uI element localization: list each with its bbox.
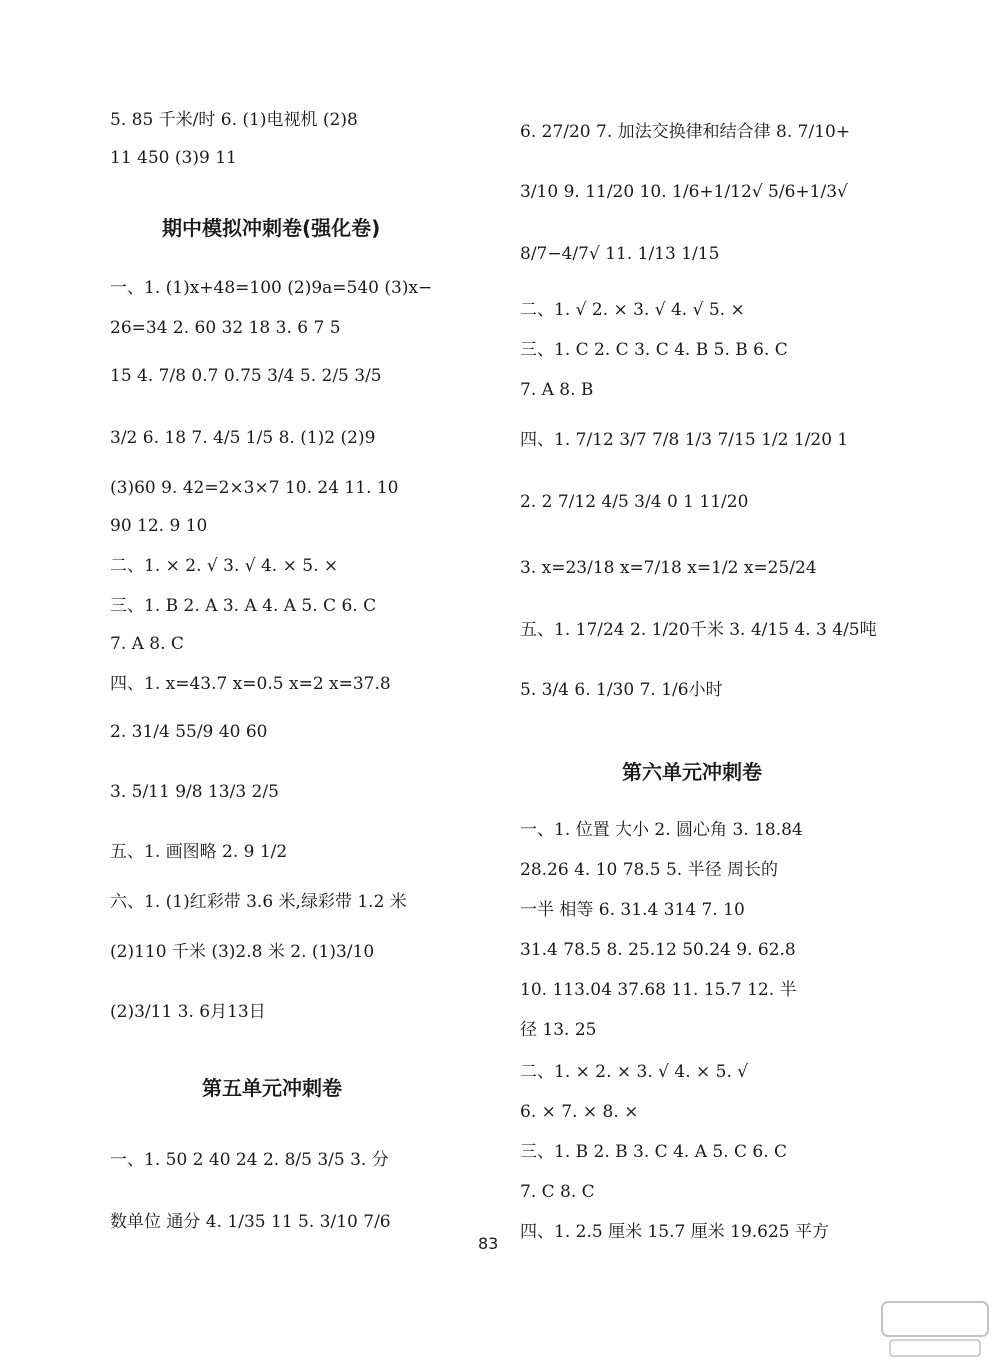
answer-line: 六、1. (1)红彩带 3.6 米,绿彩带 1.2 米 [110,892,407,912]
answer-line: 四、1. 7/12 3/7 7/8 1/3 7/15 1/2 1/20 1 [520,430,849,450]
answer-line: 3. x=23/18 x=7/18 x=1/2 x=25/24 [520,558,817,578]
answer-line: 四、1. x=43.7 x=0.5 x=2 x=37.8 [110,674,391,694]
answer-line: 26=34 2. 60 32 18 3. 6 7 5 [110,318,341,338]
answer-line: 15 4. 7/8 0.7 0.75 3/4 5. 2/5 3/5 [110,366,382,386]
answer-line: (2)3/11 3. 6月13日 [110,1002,266,1022]
answer-line: 28.26 4. 10 78.5 5. 半径 周长的 [520,860,779,880]
answer-line: 一、1. 50 2 40 24 2. 8/5 3/5 3. 分 [110,1150,389,1170]
answer-line: 一、1. (1)x+48=100 (2)9a=540 (3)x− [110,278,433,298]
answer-line: 6. × 7. × 8. × [520,1102,639,1122]
answer-line: 径 13. 25 [520,1020,597,1040]
answer-line: 7. A 8. C [110,634,184,654]
answer-line: 五、1. 17/24 2. 1/20千米 3. 4/15 4. 3 4/5吨 [520,620,877,640]
answer-line: 三、1. B 2. A 3. A 4. A 5. C 6. C [110,596,377,616]
answer-line: 6. 27/20 7. 加法交换律和结合律 8. 7/10+ [520,122,851,142]
answer-line: 3/10 9. 11/20 10. 1/6+1/12√ 5/6+1/3√ [520,182,848,202]
answer-line: 11 450 (3)9 11 [110,148,237,168]
section-heading: 第六单元冲刺卷 [622,760,762,784]
answer-line: 2. 31/4 55/9 40 60 [110,722,268,742]
answer-line: 三、1. B 2. B 3. C 4. A 5. C 6. C [520,1142,788,1162]
page-number: 83 [478,1234,499,1253]
section-heading: 第五单元冲刺卷 [202,1076,342,1100]
watermark-logo [880,1300,990,1360]
answer-line: 一半 相等 6. 31.4 314 7. 10 [520,900,745,920]
answer-line: (3)60 9. 42=2×3×7 10. 24 11. 10 [110,478,399,498]
answer-line: 二、1. × 2. × 3. √ 4. × 5. √ [520,1062,749,1082]
answer-line: 一、1. 位置 大小 2. 圆心角 3. 18.84 [520,820,803,840]
answer-line: 10. 113.04 37.68 11. 15.7 12. 半 [520,980,797,1000]
answer-line: 5. 3/4 6. 1/30 7. 1/6小时 [520,680,723,700]
answer-line: 3/2 6. 18 7. 4/5 1/5 8. (1)2 (2)9 [110,428,376,448]
answer-line: 31.4 78.5 8. 25.12 50.24 9. 62.8 [520,940,796,960]
answer-line: 8/7−4/7√ 11. 1/13 1/15 [520,244,720,264]
answer-line: 四、1. 2.5 厘米 15.7 厘米 19.625 平方 [520,1222,830,1242]
answer-line: 7. A 8. B [520,380,594,400]
section-heading: 期中模拟冲刺卷(强化卷) [162,216,381,240]
answer-line: 2. 2 7/12 4/5 3/4 0 1 11/20 [520,492,749,512]
answer-line: 五、1. 画图略 2. 9 1/2 [110,842,288,862]
answer-line: 二、1. √ 2. × 3. √ 4. √ 5. × [520,300,745,320]
answer-line: 3. 5/11 9/8 13/3 2/5 [110,782,279,802]
answer-line: 90 12. 9 10 [110,516,208,536]
answer-line: 二、1. × 2. √ 3. √ 4. × 5. × [110,556,339,576]
answer-line: (2)110 千米 (3)2.8 米 2. (1)3/10 [110,942,375,962]
answer-line: 三、1. C 2. C 3. C 4. B 5. B 6. C [520,340,788,360]
answer-line: 7. C 8. C [520,1182,595,1202]
answer-line: 数单位 通分 4. 1/35 11 5. 3/10 7/6 [110,1212,391,1232]
answer-line: 5. 85 千米/时 6. (1)电视机 (2)8 [110,110,358,130]
